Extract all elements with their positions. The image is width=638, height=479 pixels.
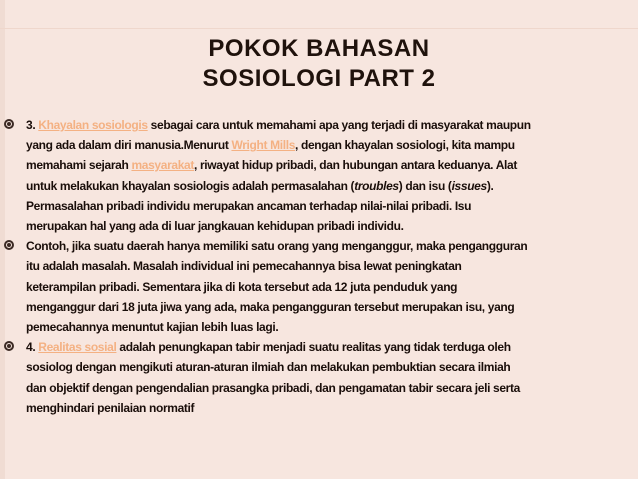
paragraph-line: untuk melakukan khayalan sosiologis adalah permasalahan (troubles) dan isu (issues). [26,178,494,193]
bullet-paragraph [4,236,634,337]
italic-term: issues [451,178,487,193]
paragraph-line: memahami sejarah masyarakat, riwayat hidup pribadi, dan hubungan antara keduanya. Alat [26,158,517,173]
term-link[interactable]: masyarakat [131,158,195,173]
paragraph-line: 3. Khayalan sosiologis sebagai cara untuk memahami apa yang terjadi di masyarakat maupun [26,118,531,132]
paragraph-line: Permasalahan pribadi individu merupakan ancaman terhadap nilai-nilai pribadi. Isu [26,198,472,213]
slide-body [4,115,634,418]
term-link[interactable]: Wright Mills [231,138,296,153]
paragraph-line: menghindari penilaian normatif [26,400,195,415]
term-link[interactable]: Realitas sosial [38,340,117,355]
bullet-icon [4,119,14,129]
paragraph-line: Contoh, jika suatu daerah hanya memiliki satu orang yang menganggur, maka pengangguran [26,239,528,254]
title-line-1: POKOK BAHASAN [208,35,430,62]
title-line-2: SOSIOLOGI PART 2 [202,65,436,92]
paragraph-line: dan objektif dengan pengendalian prasangka pribadi, dan pengamatan tabir secara jeli serta [26,380,520,395]
paragraph-line: merupakan hal yang ada di luar jangkauan kehidupan pribadi individu. [26,219,404,234]
paragraph-line: yang ada dalam diri manusia.Menurut Wright Mills, dengan khayalan sosiologi, kita mampu [26,138,515,153]
term-link[interactable]: Khayalan sosiologis [38,118,148,132]
top-divider [0,28,638,29]
italic-term: troubles [354,178,399,193]
paragraph-line: sosiolog dengan mengikuti aturan-aturan ilmiah dan melakukan pembuktian secara ilmiah [26,360,511,375]
slide-title [160,34,478,94]
paragraph-line: menganggur dari 18 juta jiwa yang ada, maka pengangguran tersebut merupakan isu, yang [26,299,515,314]
bullet-paragraph [4,337,634,418]
bullet-icon [4,240,14,250]
paragraph-line: 4. Realitas sosial adalah penungkapan tabir menjadi suatu realitas yang tidak terduga oleh [26,340,511,355]
paragraph-line: pemecahannya menuntut kajian lebih luas lagi. [26,320,279,335]
bullet-paragraph [4,115,634,236]
paragraph-line: keterampilan pribadi. Sementara jika di kota tersebut ada 12 juta penduduk yang [26,279,458,294]
paragraph-line: itu adalah masalah. Masalah individual ini pemecahannya bisa lewat peningkatan [26,259,462,274]
bullet-icon [4,341,14,351]
